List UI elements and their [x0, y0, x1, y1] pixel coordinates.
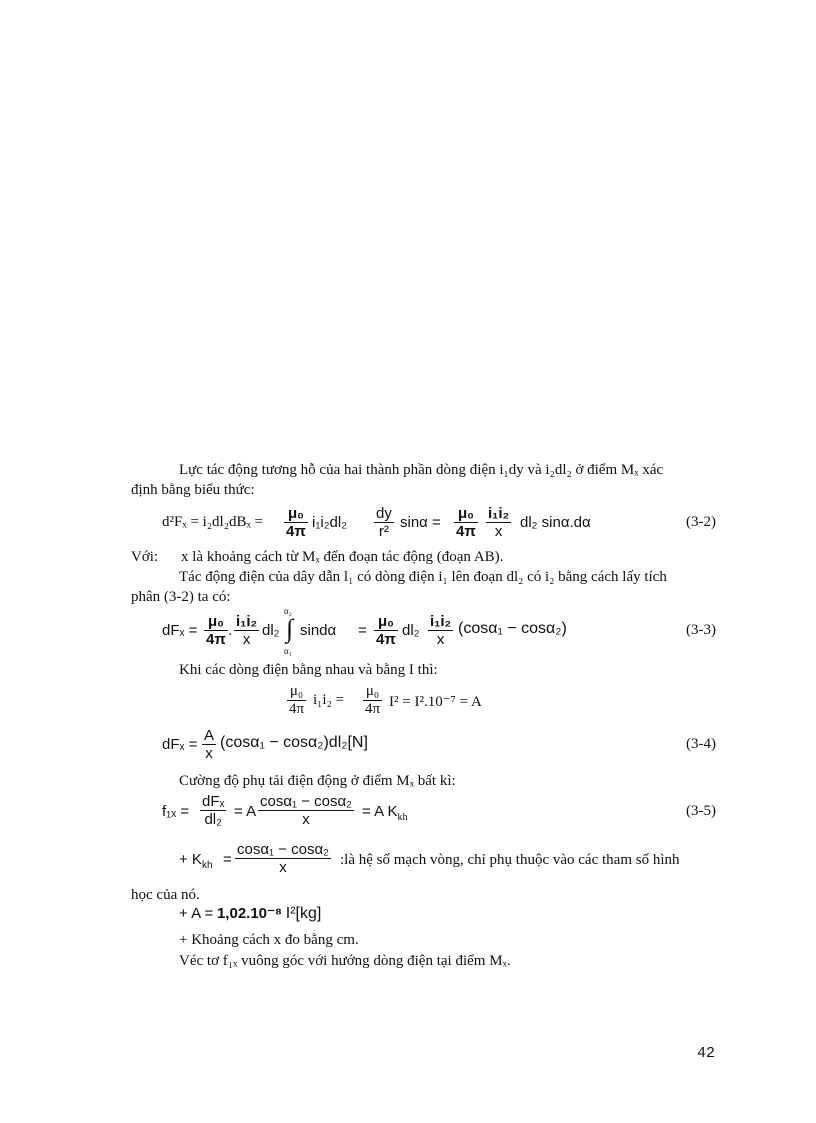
kkh-text: :là hệ số mạch vòng, chỉ phụ thuộc vào các tham số hình: [340, 852, 680, 868]
eq32-frac-ii-den: x: [494, 523, 503, 540]
equation-3-2: [162, 503, 716, 543]
eq33-frac-mu-num: μ₀: [204, 613, 228, 631]
eq33-frac-ii2-num: i₁i₂: [430, 613, 452, 630]
eq34-tail: (cosα₁ − cosα₂)dl₂[N]: [220, 734, 368, 751]
kkh-lhs-sub: kh: [201, 860, 213, 871]
eq32-frac-mu2-den: 4π: [456, 523, 476, 540]
eq35-tail-sub: kh: [397, 812, 408, 823]
eqA-mid: i₁i₂ =: [313, 692, 345, 708]
eq32-mid1: i₁i₂dl₂: [312, 514, 348, 531]
kkh-frac-den: x: [279, 859, 287, 876]
eq33-mid: dl₂: [262, 622, 280, 639]
kkh-lhs: [179, 851, 213, 871]
eq32-tail: dl₂ sinα.dα: [520, 514, 591, 531]
with-prefix: Với:: [131, 549, 159, 565]
eq32-frac-dy-den: r²: [378, 523, 389, 540]
eq32-label: (3-2): [686, 514, 716, 530]
para1-line2: định bằng biểu thức:: [131, 482, 255, 498]
eq34-frac-den: x: [205, 745, 213, 762]
eq34-lhs: dFₓ =: [162, 736, 198, 753]
eq35-frac1-num: dFₓ: [202, 793, 225, 810]
equation-3-3: [162, 606, 716, 658]
eq33-tail: (cosα₁ − cosα₂): [458, 620, 567, 637]
para1-line1: Lực tác động tương hỗ của hai thành phần dòng điện i₁dy và i₂dl₂ ở điểm Mₓ xác: [179, 462, 664, 478]
eq32-frac-ii: [486, 505, 511, 540]
kkh-line2: học của nó.: [131, 887, 200, 903]
eq33-frac-ii: [234, 613, 259, 648]
para4: Cường độ phụ tải điện động ở điểm Mₓ bất kì:: [179, 773, 456, 789]
eq32-frac-dy: [374, 505, 394, 540]
eqA-frac1: [287, 683, 306, 718]
eqA-frac2: [363, 683, 382, 718]
para3: Khi các dòng điện bằng nhau và bằng I thì:: [179, 662, 438, 678]
eq33-eq: =: [358, 622, 367, 639]
eq35-frac2-num: cosα₁ − cosα₂: [260, 793, 353, 810]
a-line-tail: I²[kg]: [285, 905, 322, 922]
eq32-frac-mu2-num: μ₀: [454, 505, 478, 523]
kkh-line: [179, 837, 719, 881]
line-vector: Véc tơ f₁ₓ vuông góc với hướng dòng điện tại điểm Mₓ.: [179, 953, 511, 969]
para2-line1: Tác động điện của dây dẫn l₁ có dòng điện i₁ lên đoạn dl₂ có i₂ bằng cách lấy tích: [179, 569, 667, 585]
eq32-frac-mu: [284, 505, 308, 540]
eq35-mid: = A: [234, 803, 257, 820]
eq33-frac-mu-den: 4π: [206, 631, 226, 648]
eq33-int-lower: α₁: [284, 646, 292, 656]
eq33-label: (3-3): [686, 622, 716, 638]
eq33-frac-ii-den: x: [242, 631, 251, 648]
eq33-frac-ii-num: i₁i₂: [236, 613, 258, 630]
eq32-frac-mu-num: μ₀: [284, 505, 308, 523]
eqA-frac2-den: 4π: [365, 701, 381, 717]
a-line: [179, 904, 321, 923]
eq35-tail-text: = A K: [362, 803, 398, 820]
eq33-integrand: sindα: [300, 622, 337, 639]
eq32-frac-ii-num: i₁i₂: [488, 505, 510, 522]
eq35-frac1-den: dl₂: [204, 811, 222, 828]
para2-line2: phân (3-2) ta có:: [131, 589, 231, 605]
eqA-tail: I² = I².10⁻⁷ = A: [389, 694, 482, 710]
kkh-eq: =: [223, 851, 232, 868]
eqA-frac1-den: 4π: [289, 701, 305, 717]
eq33-frac-ii2: [428, 613, 453, 648]
eq35-frac1: [200, 793, 226, 828]
eq33-int-upper: α₂: [284, 606, 292, 616]
kkh-lhs-text: + K: [179, 851, 202, 868]
equation-3-5: [162, 790, 716, 834]
eq32-frac-mu-den: 4π: [286, 523, 306, 540]
eq33-frac-ii2-den: x: [436, 631, 445, 648]
a-line-prefix: + A =: [179, 905, 214, 922]
eq32-frac-dy-num: dy: [376, 505, 392, 522]
eq32-frac-mu2: [454, 505, 478, 540]
eq35-lhs: f₁ₓ =: [162, 803, 190, 820]
eq33-frac-mu2-den: 4π: [376, 631, 396, 648]
eq32-mid2: sinα =: [400, 514, 441, 531]
equation-a: [285, 683, 505, 723]
integral-sign: ∫: [286, 614, 294, 643]
eq34-label: (3-4): [686, 736, 716, 752]
eq33-frac-mu2-num: μ₀: [374, 613, 398, 631]
eqA-frac2-num: μ₀: [363, 683, 382, 701]
eq33-dot: .: [228, 622, 233, 639]
eq34-frac-num: A: [204, 727, 215, 744]
kkh-frac-num: cosα₁ − cosα₂: [237, 841, 330, 858]
eq34-frac: [202, 727, 216, 762]
kkh-frac: [235, 841, 331, 876]
line-x: + Khoảng cách x đo bằng cm.: [179, 932, 359, 948]
eq33-lhs: dFₓ =: [162, 622, 198, 639]
a-line-value: 1,02.10⁻⁸: [216, 905, 283, 922]
eq35-tail: [362, 803, 407, 823]
eq33-frac-mu: [204, 613, 228, 648]
eq32-lhs: d²Fₓ = i₂dl₂dBₓ =: [162, 514, 264, 530]
eq35-label: (3-5): [686, 803, 716, 819]
eq33-mid2: dl₂: [402, 622, 420, 639]
page-number: 42: [697, 1045, 716, 1062]
eq35-frac2: [258, 793, 354, 828]
equation-3-4: [162, 723, 716, 767]
with-text: x là khoảng cách từ Mₓ đến đoạn tác động (đoạn AB).: [181, 549, 504, 565]
eqA-frac1-num: μ₀: [287, 683, 306, 701]
eq35-frac2-den: x: [302, 811, 310, 828]
eq33-frac-mu2: [374, 613, 398, 648]
